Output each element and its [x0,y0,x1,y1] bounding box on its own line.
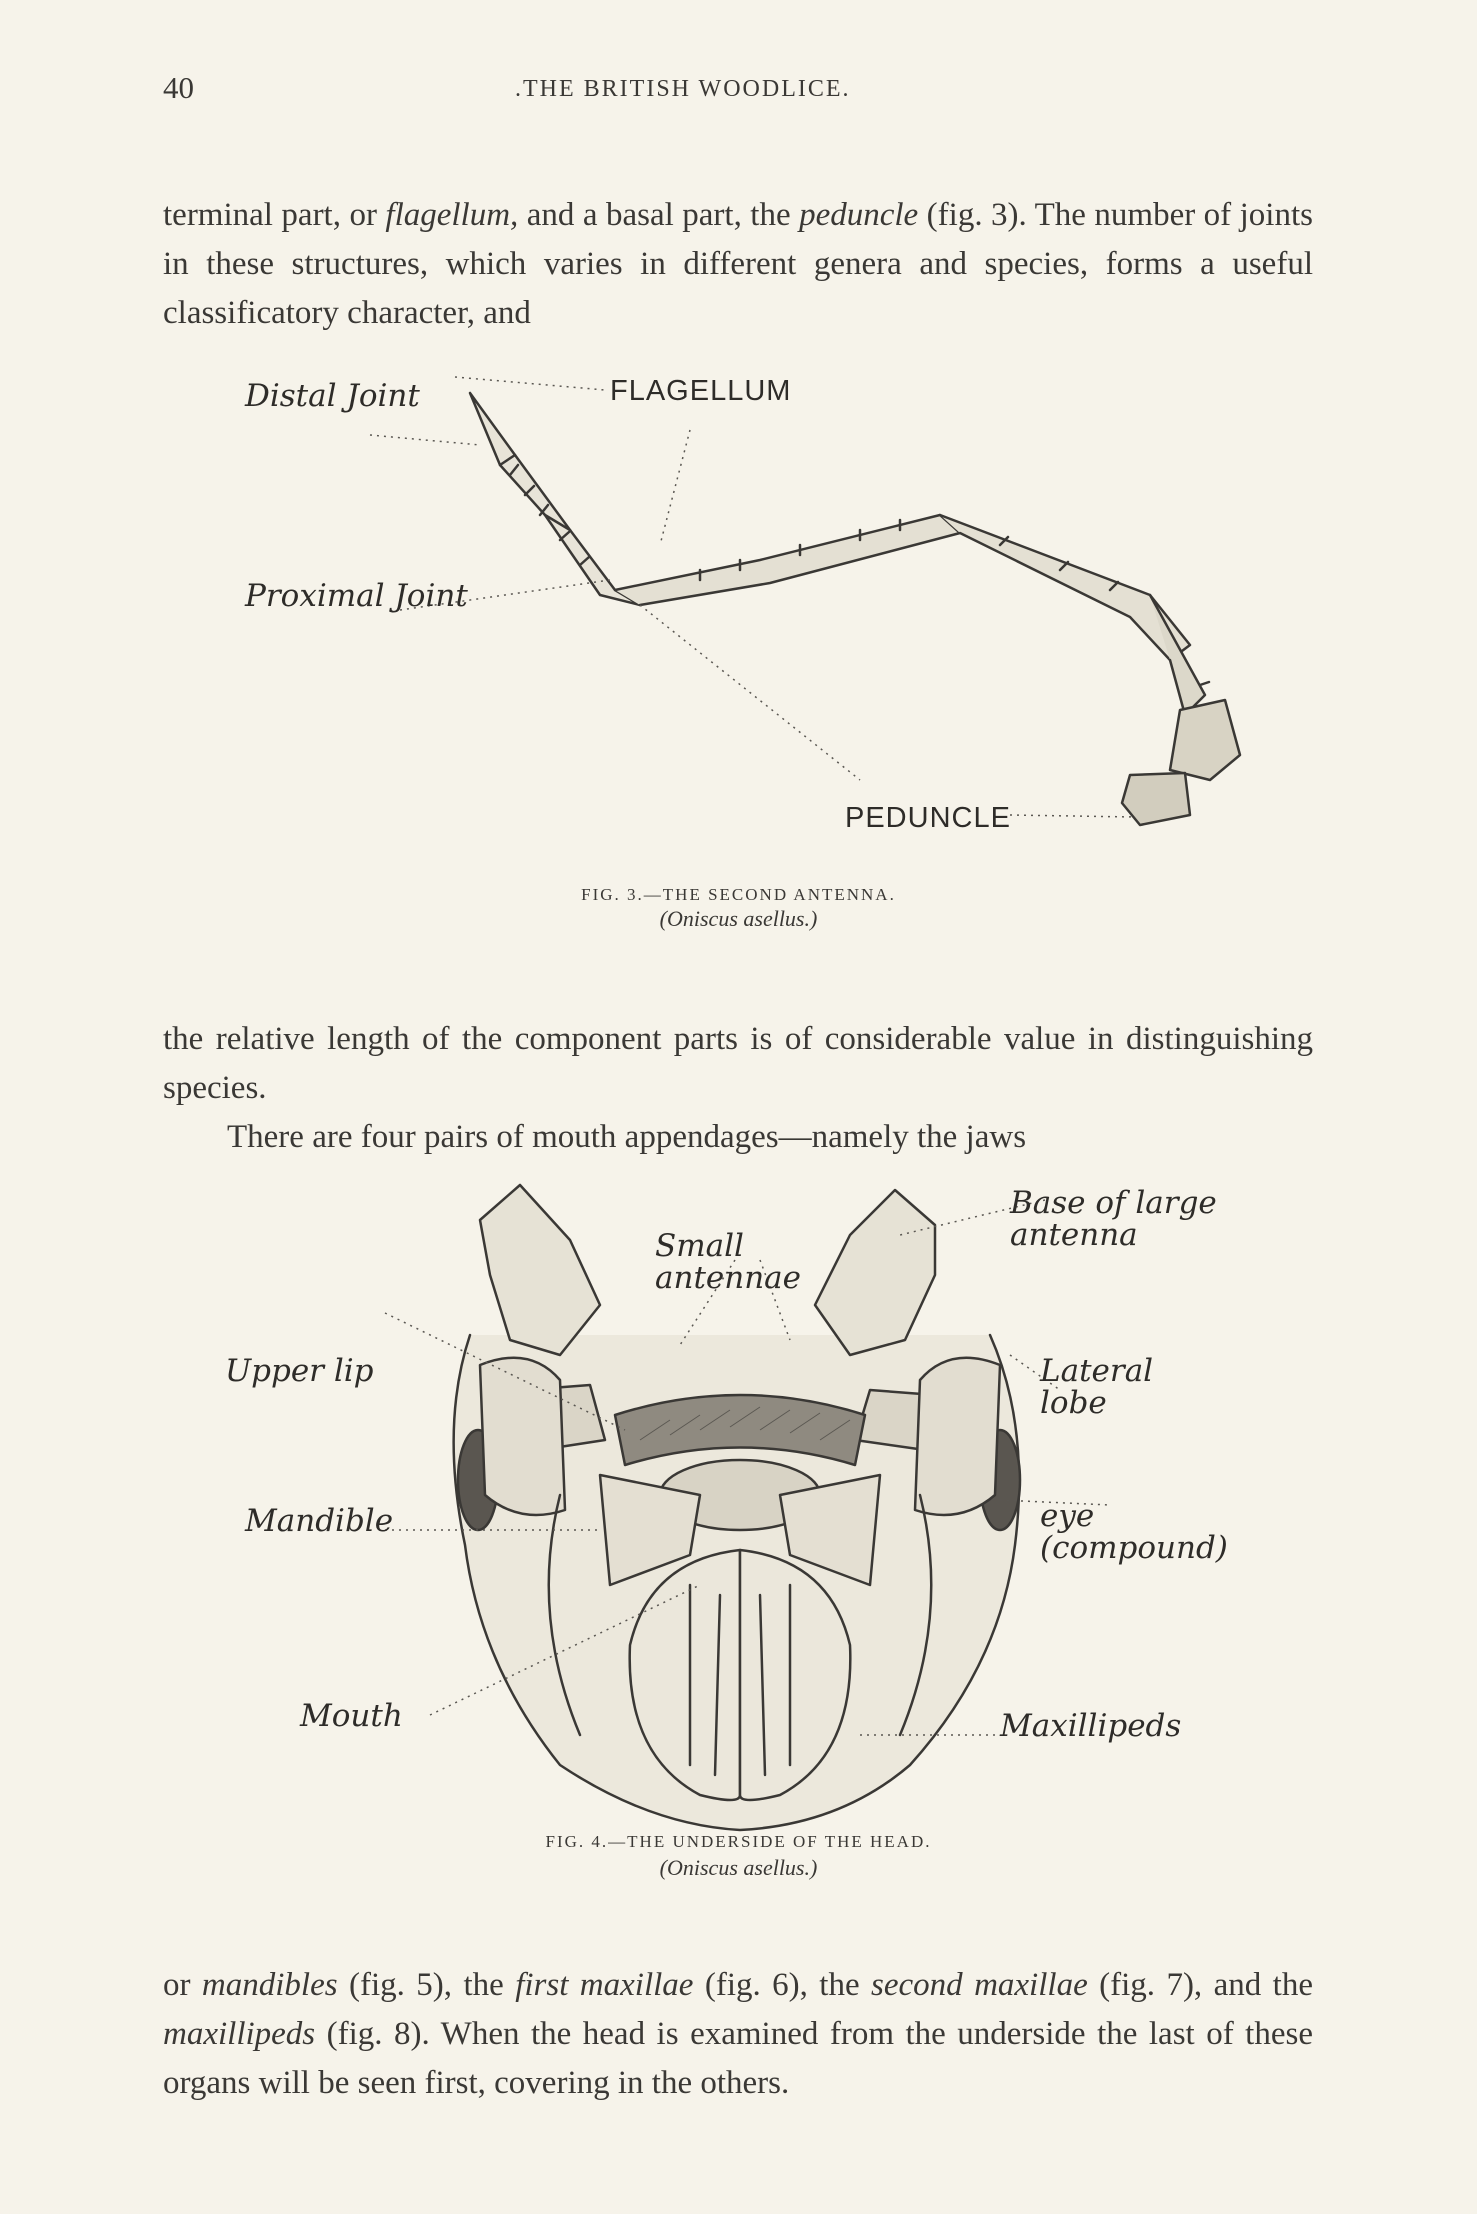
figure-3-species: (Oniscus asellus.) [659,906,818,931]
page-number: 40 [163,70,194,105]
figure-4-underside-head [0,1165,1477,1865]
text-span: (fig. 7), and the [1087,1967,1313,2003]
label-small-antennae: Small antennae [655,1228,802,1296]
term-peduncle: peduncle [799,197,919,233]
text-span: and a basal part, the [518,197,800,233]
label-eye-compound: eye (compound) [1040,1498,1228,1566]
text-span: There are four pairs of mouth appendages—namely the jaws [227,1119,1027,1155]
text-span: (fig. 3). The number of joints in these structures, which varies in different genera and species, forms a useful classificatory character, and [163,197,1313,331]
label-proximal-joint: Proximal Joint [245,578,468,614]
label-mandible: Mandible [245,1503,394,1539]
label-peduncle: PEDUNCLE [845,802,1011,834]
label-maxillipeds: Maxillipeds [1000,1708,1182,1744]
term-flagellum: flagellum, [385,197,519,233]
text-span: (fig. 6), the [693,1967,872,2003]
term-maxillipeds: maxillipeds [163,2016,316,2052]
text-span: (fig. 8). When the head is examined from the underside the last of these organs will be seen first, covering in the others. [163,2016,1313,2101]
term-mandibles: mandibles [201,1967,338,2003]
label-base-large-antenna: Base of large antenna [1010,1185,1217,1253]
paragraph-2 [163,1015,1313,1162]
antenna-illustration [0,355,1477,855]
label-mouth: Mouth [300,1698,403,1734]
text-span: the relative length of the component parts is of considerable value in distinguishing species. [163,1021,1313,1106]
term-first-maxillae: first maxillae [515,1967,694,2003]
term-second-maxillae: second maxillae [871,1967,1088,2003]
figure-4-caption: FIG. 4.—THE UNDERSIDE OF THE HEAD. [545,1832,932,1851]
label-lateral-lobe: Lateral lobe [1040,1353,1154,1421]
running-title: .THE BRITISH WOODLICE. [515,76,851,102]
figure-3-caption: FIG. 3.—THE SECOND ANTENNA. [581,885,896,904]
label-flagellum: FLAGELLUM [610,375,792,407]
page-header [163,70,1313,110]
paragraph-3 [163,1961,1313,2108]
text-span: (fig. 5), the [337,1967,516,2003]
paragraph-1 [163,191,1313,338]
label-distal-joint: Distal Joint [245,378,420,414]
text-span: terminal part, or [163,197,386,233]
text-span: or [163,1967,202,2003]
label-upper-lip: Upper lip [225,1353,374,1389]
figure-3-second-antenna [0,355,1477,855]
figure-4-species: (Oniscus asellus.) [659,1855,818,1880]
